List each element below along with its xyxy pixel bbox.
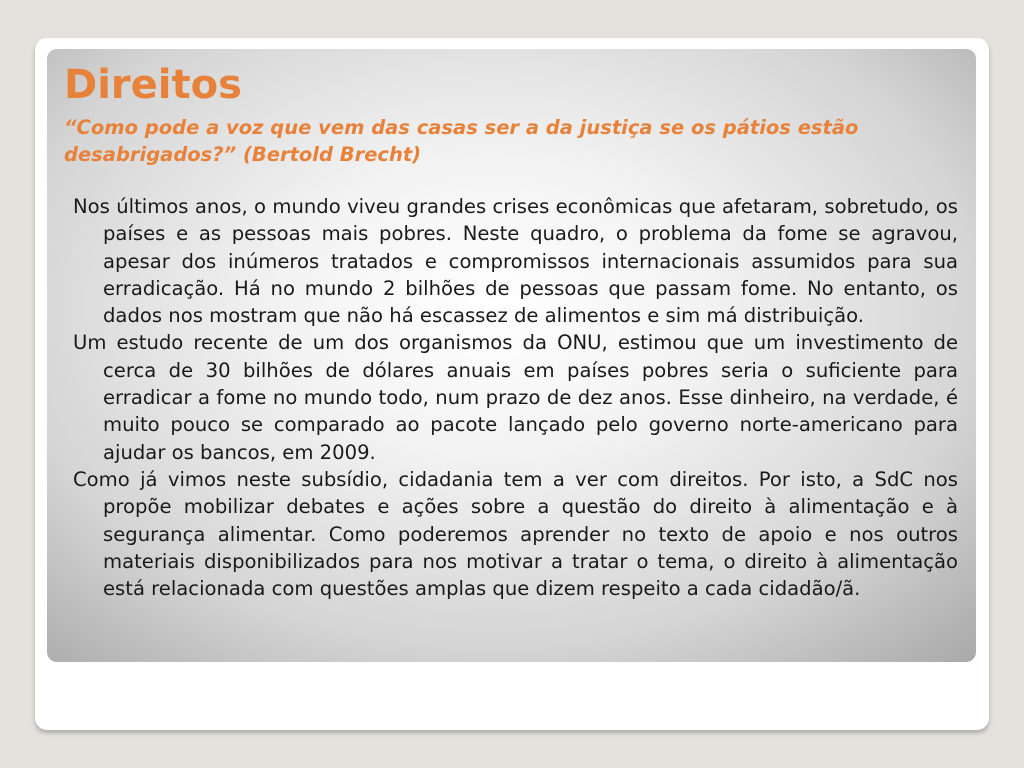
body-paragraph-3: Como já vimos neste subsídio, cidadania tem a ver com direitos. Por isto, a SdC nos propõe mobilizar debates e ações sobre a questão do direito à alimentação e à segurança alimentar. Como poderemos aprender no texto de apoio e nos outros materiais disponibilizados para nos motivar a tratar o tema, o direito à alimentação está relacionada com questões amplas que dizem respeito a cada cidadão/ã.	[73, 467, 958, 601]
body-paragraph-1: Nos últimos anos, o mundo viveu grandes crises econômicas que afetaram, sobretudo, os países e as pessoas mais pobres. Neste quadro, o problema da fome se agravou, apesar dos inúmeros tratados e compromissos internacionais assumidos para sua erradicação. Há no mundo 2 bilhões de pessoas que passam fome. No entanto, os dados nos mostram que não há escassez de alimentos e sim má distribuição.	[73, 195, 958, 328]
slide-body	[73, 193, 958, 602]
slide-title: Direitos	[64, 62, 242, 108]
slide-subtitle-quote: “Como pode a voz que vem das casas ser a da justiça se os pátios estão desabrigados?” (Bertold Brecht)	[64, 116, 859, 166]
body-paragraph-2: Um estudo recente de um dos organismos da ONU, estimou que um investimento de cerca de 30 bilhões de dólares anuais em países pobres seria o suficiente para erradicar a fome no mundo todo, num prazo de dez anos. Esse dinheiro, na verdade, é muito pouco se comparado ao pacote lançado pelo governo norte-americano para ajudar os bancos, em 2009.	[73, 331, 958, 464]
